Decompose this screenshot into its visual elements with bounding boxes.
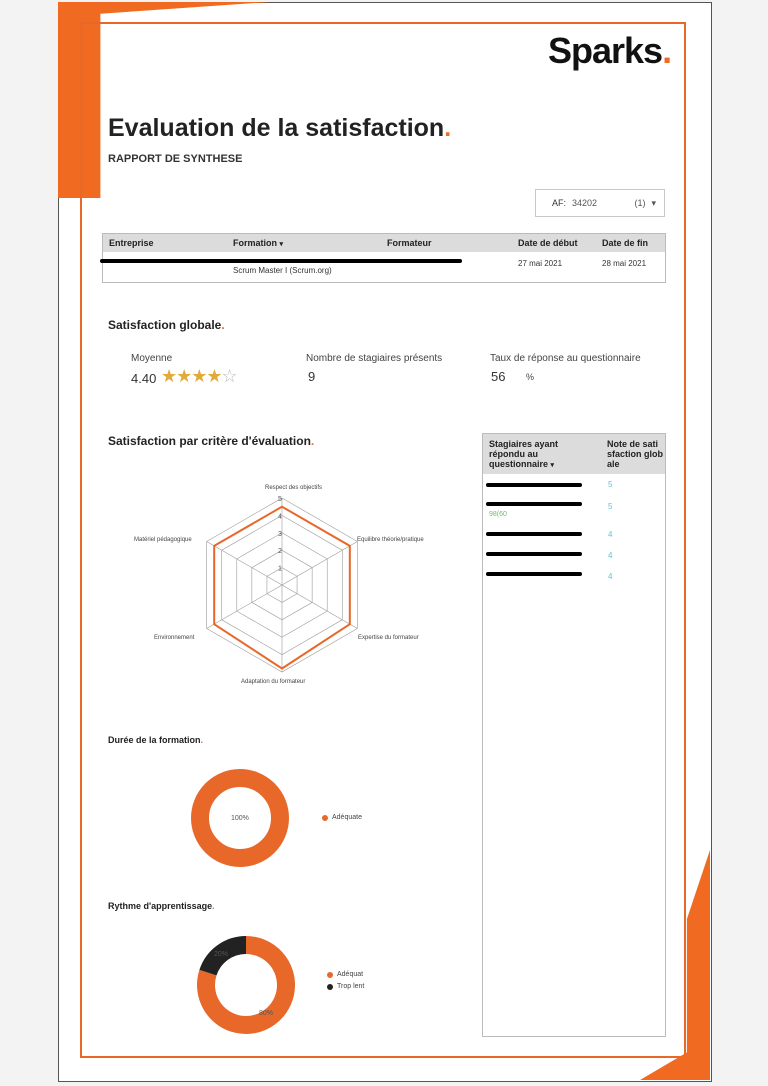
redaction-bar [486,502,582,506]
page-subtitle: RAPPORT DE SYNTHESE [108,153,243,165]
note-row-5: 4 [608,572,613,581]
rythme-label-20: 20% [214,951,229,958]
rythme-donut-chart [196,935,296,1035]
note-row-2: 5 [608,502,613,511]
header-formateur[interactable]: Formateur [387,238,432,248]
moyenne-value: 4.40 [131,371,157,386]
taux-unit: % [526,372,535,382]
legend-item-trop-lent: Trop lent [327,983,364,990]
legend-swatch [322,815,328,821]
donut-slice [208,945,246,973]
section-title-duree: Durée de la formation. [108,735,204,745]
row-2-extra: 98(60 [489,511,507,518]
cell-date-debut: 27 mai 2021 [518,259,563,268]
legend-item-adequate: Adéquate [322,814,362,821]
legend-item-adequat: Adéquat [327,971,363,978]
section-title-global: Satisfaction globale. [108,318,225,332]
radar-axis-label: Adaptation du formateur [241,679,306,685]
section-title-criteria: Satisfaction par critère d'évaluation. [108,434,315,448]
redaction-bar [486,483,582,487]
note-row-3: 4 [608,530,613,539]
sparks-logo: Sparks. [548,30,672,71]
af-filter-label: AF: [552,198,567,208]
radar-tick-label: 1 [278,565,282,573]
rythme-label-80: 80% [259,1010,274,1017]
legend-swatch [327,972,333,978]
radar-tick-label: 4 [278,513,282,521]
radar-axis-label: Equilibre théorie/pratique [357,537,424,543]
respondents-table [482,433,666,1037]
taux-label: Taux de réponse au questionnaire [490,353,641,364]
sort-icon: ▾ [550,462,555,469]
header-stagiaires[interactable]: Stagiaires ayant répondu au questionnaire ▾ [489,439,559,469]
presents-label: Nombre de stagiaires présents [306,353,443,364]
page-title: Evaluation de la satisfaction. [108,114,452,142]
radar-axis-label: Environnement [154,635,195,641]
radar-axis-label: Matériel pédagogique [134,537,192,543]
header-formation[interactable]: Formation ▾ [233,238,284,248]
header-date-fin[interactable]: Date de fin [602,238,649,248]
cell-formation: Scrum Master I (Scrum.org) [233,266,332,275]
duree-center-label: 100% [231,815,249,822]
af-filter-value: 34202 [572,198,598,208]
radar-tick-label: 3 [278,530,282,538]
radar-axis-label: Respect des objectifs [265,485,323,491]
note-row-1: 5 [608,480,613,489]
legend-swatch [327,984,333,990]
radar-spoke [282,542,357,586]
note-row-4: 4 [608,551,613,560]
radar-spoke [207,585,282,629]
star-icon: ★★★★ [161,366,222,386]
redaction-bar [486,532,582,536]
radar-spoke [207,542,282,586]
taux-value: 56 [491,369,506,384]
radar-spoke [282,585,357,629]
chevron-down-icon: ▾ [651,197,656,208]
header-note[interactable]: Note de satisfaction globale [607,439,663,469]
redaction-bar [486,572,582,576]
header-entreprise[interactable]: Entreprise [109,238,154,248]
header-date-debut[interactable]: Date de début [518,238,578,248]
cell-date-fin: 28 mai 2021 [602,259,647,268]
moyenne-label: Moyenne [131,353,173,364]
af-filter-count: (1) [634,198,646,208]
sort-icon: ▾ [279,241,284,248]
half-star-icon: ☆ [221,366,237,386]
redaction-bar [486,552,582,556]
radar-tick-label: 5 [278,496,282,503]
radar-axis-label: Expertise du formateur [358,635,419,641]
section-title-rythme: Rythme d'apprentissage. [108,901,215,911]
radar-tick-label: 2 [278,548,282,556]
presents-value: 9 [308,369,316,384]
